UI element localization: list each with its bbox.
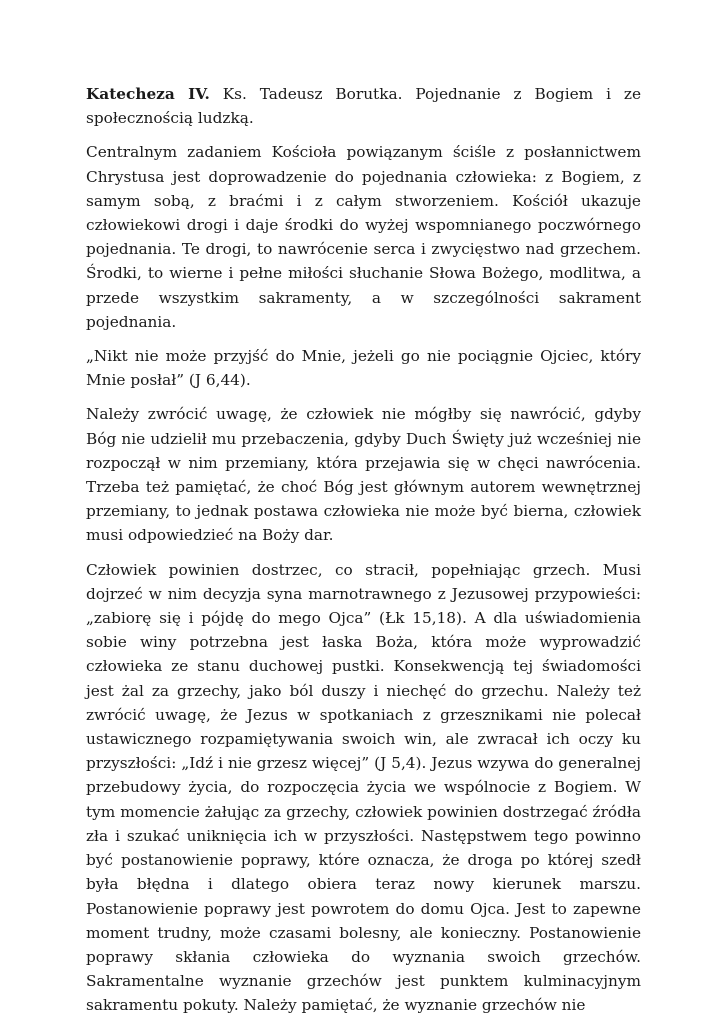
heading-text: Ks. Tadeusz Borutka. Pojednanie z Bogiem i ze społecznością ludzką. xyxy=(86,85,641,128)
paragraph-3: Należy zwrócić uwagę, że człowiek nie mógłby się nawrócić, gdyby Bóg nie udzielił mu przebaczenia, gdyby Duch Święty już wcześniej nie rozpoczął w nim przemiany, która przejawia się w chęci nawrócenia. Trzeba też pamiętać, że choć Bóg jest głównym autorem wewnętrznej przemiany, to jednak postawa człowieka nie może być bierna, człowiek musi odpowiedzieć na Boży dar. xyxy=(86,405,641,545)
paragraph-1: Centralnym zadaniem Kościoła powiązanym ściśle z posłannictwem Chrystusa jest doprowadzenie do pojednania człowieka: z Bogiem, z samym sobą, z braćmi i z całym stworzeniem. Kościół ukazuje człowiekowi drogi i daje środki do wyżej wspomnianego poczwórnego pojednania. Te drogi, to nawrócenie serca i zwycięstwo nad grzechem. Środki, to wierne i pełne miłości słuchanie Słowa Bożego, modlitwa, a przede wszystkim sakramenty, a w szczególności sakrament pojednania. xyxy=(86,143,641,331)
paragraph-4: Człowiek powinien dostrzec, co stracił, popełniając grzech. Musi dojrzeć w nim decyzja syna marnotrawnego z Jezusowej przypowieści: „zabiorę się i pójdę do mego Ojca” (Łk 15,18). A dla uświadomienia sobie winy potrzebna jest łaska Boża, która może wyprowadzić człowieka ze stanu duchowej pustki. Konsekwencją tej świadomości jest żal za grzechy, jako ból duszy i niechęć do grzechu. Należy też zwrócić uwagę, że Jezus w spotkaniach z grzesznikami nie polecał ustawicznego rozpamiętywania swoich win, ale zwracał ich oczy ku przyszłości: „Idź i nie grzesz więcej” (J 5,4). Jezus wzywa do generalnej przebudowy życia, do rozpoczęcia życia we wspólnocie z Bogiem. W tym momencie żałując za grzechy, człowiek powinien dostrzegać źródła zła i szukać uniknięcia ich w przyszłości. Następstwem tego powinno być postanowienie poprawy, które oznacza, że droga po której szedł była błędna i dlatego obiera teraz nowy kierunek marszu. Postanowienie poprawy jest powrotem do domu Ojca. Jest to zapewne moment trudny, może czasami bolesny, ale konieczny. Postanowienie poprawy skłania człowieka do wyznania swoich grzechów. Sakramentalne wyznanie grzechów jest punktem kulminacyjnym sakramentu pokuty. Należy pamiętać, że wyznanie grzechów nie xyxy=(86,560,641,1015)
document-heading xyxy=(86,82,641,130)
heading-bold: Katecheza IV. xyxy=(86,85,210,103)
document-body xyxy=(86,82,641,1028)
paragraph-2-quote: „Nikt nie może przyjść do Mnie, jeżeli go nie pociągnie Ojciec, który Mnie posłał” (J 6,44). xyxy=(86,347,641,390)
